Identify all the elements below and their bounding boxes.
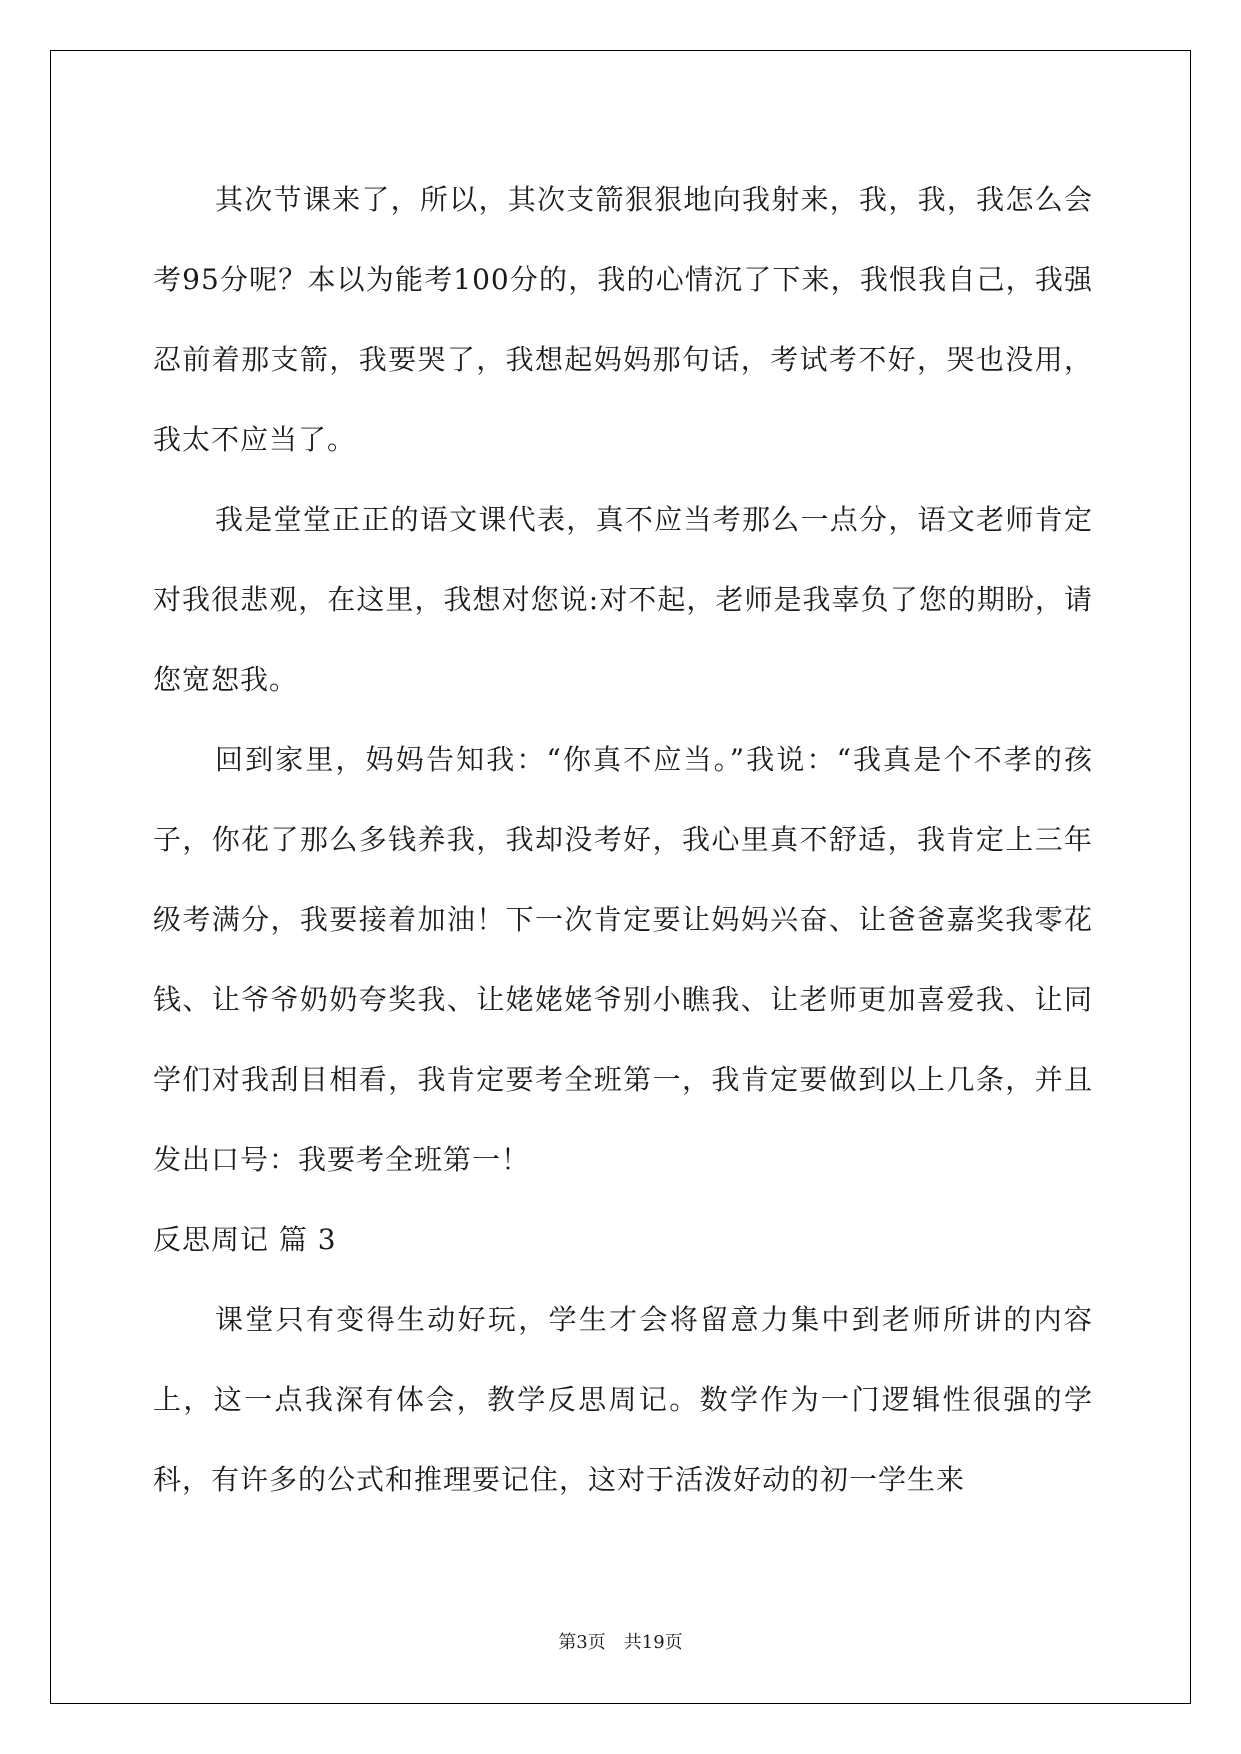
page-footer (0, 1628, 1241, 1654)
page-total: 共19页 (623, 1632, 683, 1653)
paragraph: 课堂只有变得生动好玩，学生才会将留意力集中到老师所讲的内容上，这一点我深有体会，教学反思周记。数学作为一门逻辑性很强的学科，有许多的公式和推理要记住，这对于活泼好动的初一学生来 (153, 1303, 1093, 1496)
paragraph: 回到家里，妈妈告知我：“你真不应当。”我说：“我真是个不孝的孩子，你花了那么多钱养我，我却没考好，我心里真不舒适，我肯定上三年级考满分，我要接着加油！下一次肯定要让妈妈兴奋、让爸爸嘉奖我零花钱、让爷爷奶奶夸奖我、让姥姥姥爷别小瞧我、让老师更加喜爱我、让同学们对我刮目相看，我肯定要考全班第一，我肯定要做到以上几条，并且发出口号：我要考全班第一！ (153, 743, 1093, 1176)
page-number: 第3页 (558, 1632, 606, 1653)
paragraph: 我是堂堂正正的语文课代表，真不应当考那么一点分，语文老师肯定对我很悲观，在这里，我想对您说:对不起，老师是我辜负了您的期盼，请您宽恕我。 (153, 503, 1093, 696)
section-heading: 反思周记 篇 3 (153, 1223, 337, 1256)
document-body (153, 160, 1093, 1520)
paragraph: 其次节课来了，所以，其次支箭狠狠地向我射来，我，我，我怎么会考95分呢？本以为能考100分的，我的心情沉了下来，我恨我自己，我强忍前着那支箭，我要哭了，我想起妈妈那句话，考试考不好，哭也没用，我太不应当了。 (153, 183, 1093, 456)
